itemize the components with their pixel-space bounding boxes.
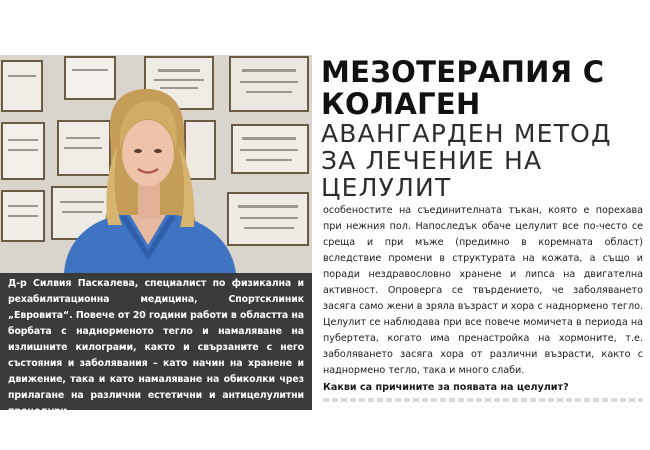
article-body [323, 203, 643, 402]
photo-caption: Д-р Силвия Паскалева, специалист по физикална и рехабилитационна медицина, Спортсклиник „Евровита“. Повече от 20 години работи в областта на борбата с наднорменото тегло и намаляване на излишните килограми, както и свързаните с него състояния и заболявания – като начин на хранене и движение, така и като намаляване на обиколки чрез прилагане на различни естетични и антицелулитни процедури. [8, 278, 304, 417]
article-title: МЕЗОТЕРАПИЯ С КОЛАГЕН [321, 55, 605, 121]
body-paragraph: особеностите на съединителната тъкан, която е порехава при нежния пол. Напоследък обаче целулит все по-често се среща и при мъже (предимно в коремната област) вследствие промени в структурата на кожата, а също и поради нездравословно хранене и липса на двигателна активност. Опровергa се твърдението, че заболяването засяга само жени в зряла възраст и хора с наднормено тегло. Целулит се наблюдава при все повече момичета в периода на пубертета, когато има пренастройка на хормоните, т.е. заболяването засяга хора от различни възрасти, както с наднормено тегло, така и много слаби. [323, 205, 643, 376]
photo-illustration [0, 55, 312, 273]
caption-box [0, 273, 312, 417]
doctor-photo [0, 55, 312, 273]
article-subtitle: АВАНГАРДЕН МЕТОД ЗА ЛЕЧЕНИЕ НА ЦЕЛУЛИТ [321, 119, 612, 202]
section-question: Какви са причините за появата на целулит? [323, 382, 569, 393]
cut-off-text-line [323, 398, 643, 402]
